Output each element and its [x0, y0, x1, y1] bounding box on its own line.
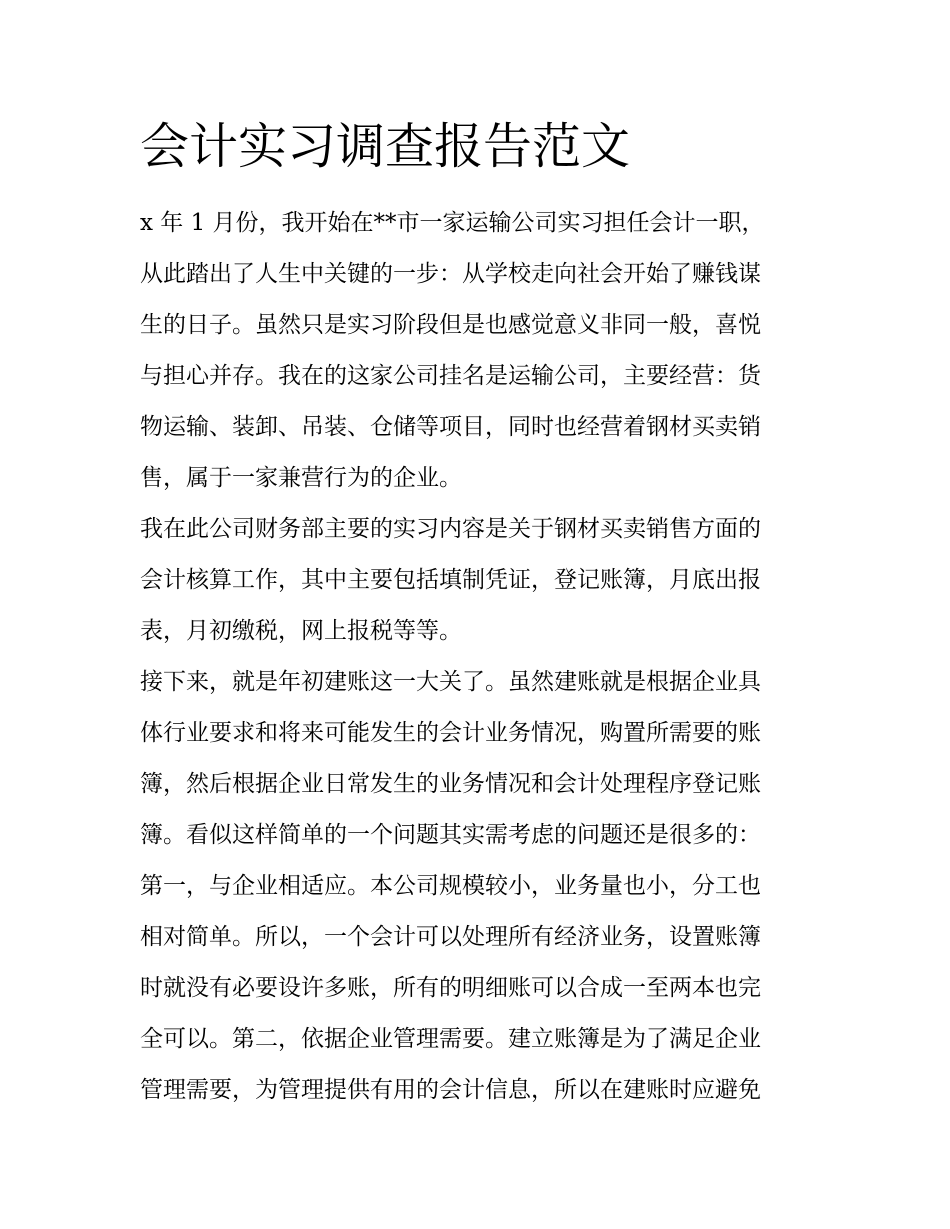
text-line: 从此踏出了人生中关键的一步：从学校走向社会开始了赚钱谋	[140, 261, 761, 287]
document-title: 会计实习调查报告范文	[140, 118, 631, 175]
text-line: 售，属于一家兼营行为的企业。	[140, 465, 462, 491]
text-line: 相对简单。所以，一个会计可以处理所有经济业务，设置账簿	[140, 924, 761, 950]
text-line: 会计核算工作，其中主要包括填制凭证，登记账簿，月底出报	[140, 567, 761, 593]
text-line: 全可以。第二，依据企业管理需要。建立账簿是为了满足企业	[140, 1026, 761, 1052]
text-line: 生的日子。虽然只是实习阶段但是也感觉意义非同一般，喜悦	[140, 312, 761, 338]
text-line: 管理需要，为管理提供有用的会计信息，所以在建账时应避免	[140, 1077, 761, 1103]
text-line: 接下来，就是年初建账这一大关了。虽然建账就是根据企业具	[140, 669, 761, 695]
text-line: 我在此公司财务部主要的实习内容是关于钢材买卖销售方面的	[140, 516, 761, 542]
document-body	[140, 198, 820, 1116]
text-line: 时就没有必要设许多账，所有的明细账可以合成一至两本也完	[140, 975, 761, 1001]
text-line: 簿，然后根据企业日常发生的业务情况和会计处理程序登记账	[140, 771, 761, 797]
text-line: 表，月初缴税，网上报税等等。	[140, 618, 462, 644]
text-line: x 年 1 月份，我开始在**市一家运输公司实习担任会计一职，	[140, 210, 765, 236]
text-line: 体行业要求和将来可能发生的会计业务情况，购置所需要的账	[140, 720, 761, 746]
text-line: 第一，与企业相适应。本公司规模较小，业务量也小，分工也	[140, 873, 761, 899]
text-line: 与担心并存。我在的这家公司挂名是运输公司，主要经营：货	[140, 363, 761, 389]
text-line: 物运输、装卸、吊装、仓储等项目，同时也经营着钢材买卖销	[140, 414, 761, 440]
text-line: 簿。看似这样简单的一个问题其实需考虑的问题还是很多的：	[140, 822, 761, 848]
